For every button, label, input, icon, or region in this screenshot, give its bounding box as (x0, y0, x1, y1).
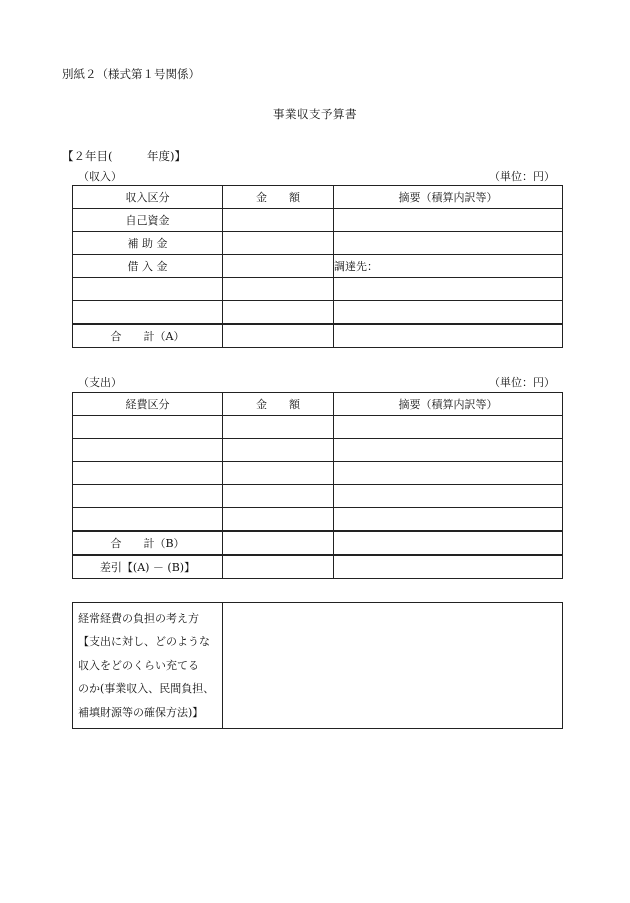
expense-amount-cell[interactable] (223, 439, 334, 462)
expense-header-notes: 摘要（積算内訳等） (334, 393, 563, 416)
income-amount-cell[interactable] (223, 255, 334, 278)
expense-notes-cell[interactable] (334, 485, 563, 508)
income-category-cell[interactable] (73, 301, 223, 325)
expense-header-row (73, 393, 563, 416)
expense-burden-content-cell[interactable] (223, 603, 563, 729)
difference-label: 差引【(A) － (B)】 (73, 555, 223, 579)
expense-amount-cell[interactable] (223, 416, 334, 439)
income-total-label: 合 計（A） (73, 324, 223, 348)
income-row (73, 255, 563, 278)
expense-total-row (73, 531, 563, 555)
expense-total-label: 合 計（B） (73, 531, 223, 555)
income-row (73, 278, 563, 301)
expense-total-amount[interactable] (223, 531, 334, 555)
income-unit-label: （単位：円） (489, 170, 555, 183)
document-title: 事業収支予算書 (273, 107, 357, 121)
income-header-row (73, 186, 563, 209)
expense-section-label: （支出） (78, 376, 122, 389)
income-total-amount[interactable] (223, 324, 334, 348)
income-category-cell: 補 助 金 (73, 232, 223, 255)
income-category-cell[interactable] (73, 278, 223, 301)
expense-table (72, 392, 563, 579)
income-total-notes[interactable] (334, 324, 563, 348)
expense-amount-cell[interactable] (223, 508, 334, 532)
note-line: のか(事業収入、民間負担、 (78, 682, 215, 696)
income-row (73, 301, 563, 325)
income-amount-cell[interactable] (223, 301, 334, 325)
income-header-amount: 金 額 (223, 186, 334, 209)
income-notes-cell[interactable] (334, 278, 563, 301)
income-category-cell: 自己資金 (73, 209, 223, 232)
income-row (73, 209, 563, 232)
note-line: 経常経費の負担の考え方 (78, 612, 199, 625)
income-total-row (73, 324, 563, 348)
expense-amount-cell[interactable] (223, 462, 334, 485)
expense-total-notes[interactable] (334, 531, 563, 555)
expense-row (73, 462, 563, 485)
difference-notes[interactable] (334, 555, 563, 579)
expense-unit-label: （単位：円） (489, 376, 555, 389)
income-category-cell: 借 入 金 (73, 255, 223, 278)
income-row (73, 232, 563, 255)
difference-amount[interactable] (223, 555, 334, 579)
income-table (72, 185, 563, 348)
income-notes-cell[interactable] (334, 232, 563, 255)
year-label: 【２年目( 年度)】 (62, 149, 186, 163)
expense-header-category: 経費区分 (73, 393, 223, 416)
expense-row (73, 439, 563, 462)
expense-category-cell[interactable] (73, 508, 223, 532)
expense-header-amount: 金 額 (223, 393, 334, 416)
expense-notes-cell[interactable] (334, 462, 563, 485)
expense-category-cell[interactable] (73, 485, 223, 508)
expense-row (73, 485, 563, 508)
expense-row (73, 416, 563, 439)
form-reference: 別紙２（様式第１号関係） (62, 67, 200, 81)
income-section-label: （収入） (78, 170, 122, 183)
expense-category-cell[interactable] (73, 416, 223, 439)
income-amount-cell[interactable] (223, 232, 334, 255)
expense-row (73, 508, 563, 532)
income-notes-cell[interactable] (334, 301, 563, 325)
note-line: 補填財源等の確保方法)】 (78, 705, 204, 719)
expense-notes-cell[interactable] (334, 508, 563, 532)
income-header-category: 収入区分 (73, 186, 223, 209)
expense-category-cell[interactable] (73, 462, 223, 485)
income-amount-cell[interactable] (223, 278, 334, 301)
difference-row (73, 555, 563, 579)
income-notes-cell[interactable]: 調達先： (334, 255, 563, 278)
expense-amount-cell[interactable] (223, 485, 334, 508)
note-line: 【支出に対し、どのような (78, 635, 210, 649)
expense-category-cell[interactable] (73, 439, 223, 462)
income-notes-cell[interactable] (334, 209, 563, 232)
expense-notes-cell[interactable] (334, 439, 563, 462)
income-header-notes: 摘要（積算内訳等） (334, 186, 563, 209)
note-line: 収入をどのくらい充てる (78, 658, 199, 672)
expense-burden-table (72, 602, 563, 729)
income-amount-cell[interactable] (223, 209, 334, 232)
expense-notes-cell[interactable] (334, 416, 563, 439)
expense-burden-label-cell (73, 603, 223, 729)
